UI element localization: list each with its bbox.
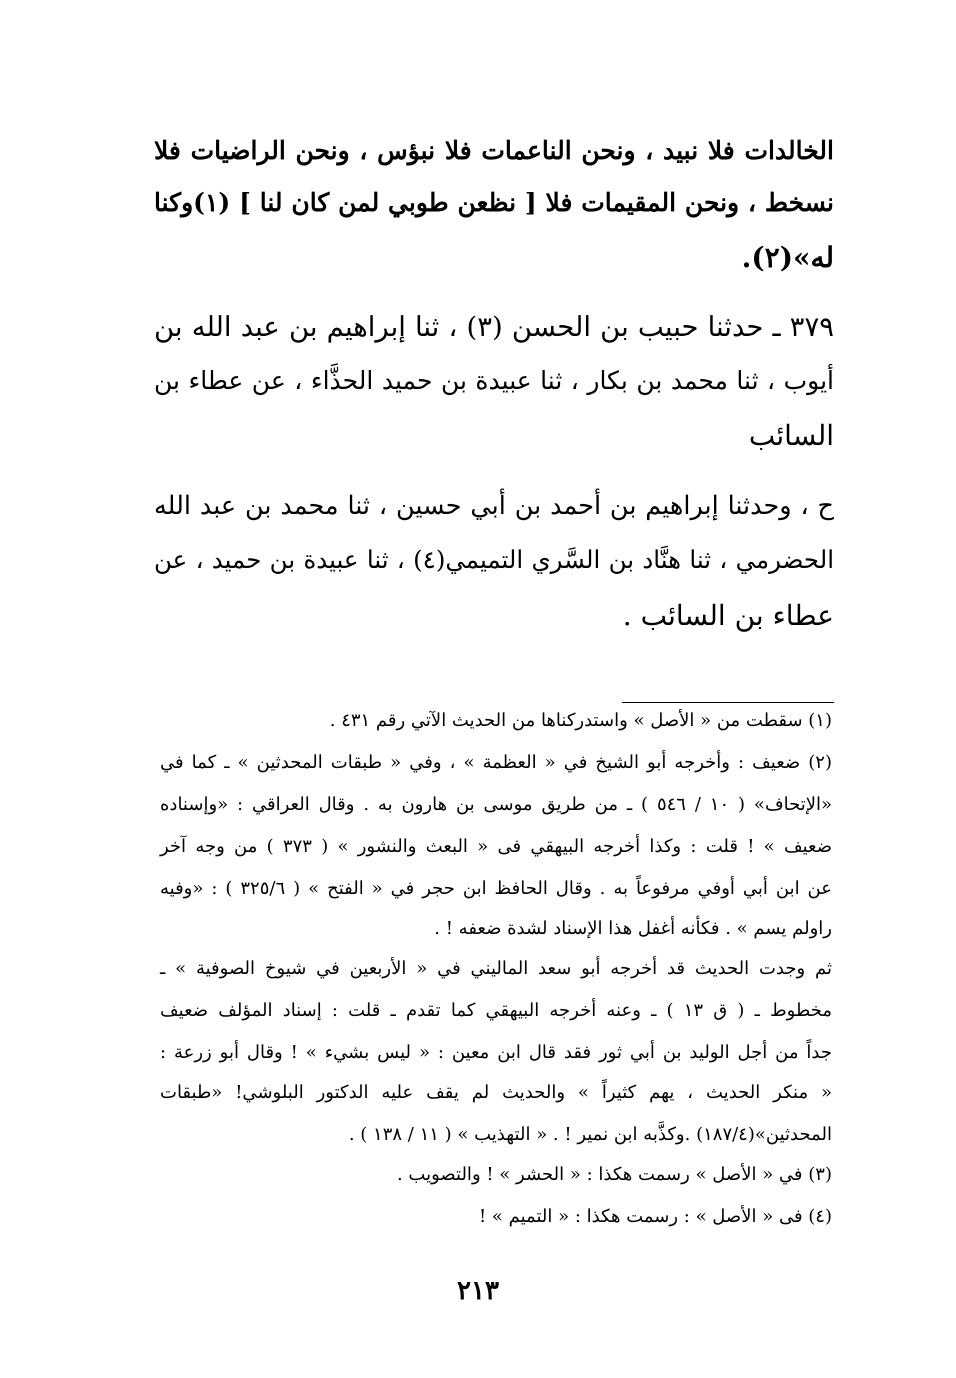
main-text-line: عطاء بن السائب . [622,599,834,632]
footnote-line: (١) سقطت من « الأصل » واستدركناها من الحديث الآتي رقم ٤٣١ . [329,710,832,731]
footnote-line: « منكر الحديث ، يهم كثيراً » والحديث لم يقف عليه الدكتور البلوشي! «طبقات [160,1082,832,1103]
main-text-line: الحضرمي ، ثنا هنَّاد بن السَّري التميمي(٤) ، ثنا عبيدة بن حميد ، عن [154,545,834,574]
footnote-line: (٣) في « الأصل » رسمت هكذا : « الحشر » ! والتصويب . [396,1164,832,1185]
main-text-line: ح ، وحدثنا إبراهيم بن أحمد بن أبي حسين ، ثنا محمد بن عبد الله [154,491,834,521]
main-text-line: الخالدات فلا نبيد ، ونحن الناعمات فلا نبؤس ، ونحن الراضيات فلا [154,136,834,165]
page-number: ٢١٣ [457,1276,499,1306]
main-text-line: السائب [748,419,834,452]
footnote-line: عن ابن أبي أوفي مرفوعاً به . وقال الحافظ ابن حجر في « الفتح » ( ٣٢٥/٦ ) : «وفيه [160,878,832,899]
footnote-line: «الإتحاف» ( ١٠ / ٥٤٦ ) ـ من طريق موسى بن هارون به . وقال العراقي : «وإسناده [160,794,832,815]
main-text-line: نسخط ، ونحن المقيمات فلا [ نظعن طوبي لمن كان لنا ] (١)وكنا [154,188,834,217]
footnote-separator [622,702,834,703]
main-text-line: أيوب ، ثنا محمد بن بكار ، ثنا عبيدة بن حميد الحذَّاء ، عن عطاء بن [154,366,834,395]
footnote-line: ثم وجدت الحديث قد أخرجه أبو سعد الماليني في « الأربعين في شيوخ الصوفية » ـ [160,958,832,979]
footnote-line: جداً من أجل الوليد بن أبي ثور فقد قال ابن معين : « ليس بشيء » ! وقال أبو زرعة : [160,1042,832,1063]
main-text-line: ٣٧٩ ـ حدثنا حبيب بن الحسن (٣) ، ثنا إبراهيم بن عبد الله بن [154,311,834,343]
footnote-line: (٤) فى « الأصل » : رسمت هكذا : « التميم » ! [478,1206,832,1227]
footnote-line: مخطوط ـ ( ق ١٣ ) ـ وعنه أخرجه البيهقي كما تقدم ـ قلت : إسناد المؤلف ضعيف [160,1000,832,1021]
footnote-line: راولم يسم » . فكأنه أغفل هذا الإسناد لشدة ضعفه ! . [434,918,832,939]
footnote-line: (٢) ضعيف : وأخرجه أبو الشيخ في « العظمة » ، وفي « طبقات المحدثين » ـ كما في [160,752,832,773]
main-text-line: له»(٢). [741,241,834,274]
footnote-line: المحدثين»(١٨٧/٤) .وكذَّبه ابن نمير ! . « التهذيب » ( ١١ / ١٣٨ ) . [348,1124,832,1145]
footnote-line: ضعيف » ! قلت : وكذا أخرجه البيهقي فى « البعث والنشور » ( ٣٧٣ ) من وجه آخر [160,836,832,857]
